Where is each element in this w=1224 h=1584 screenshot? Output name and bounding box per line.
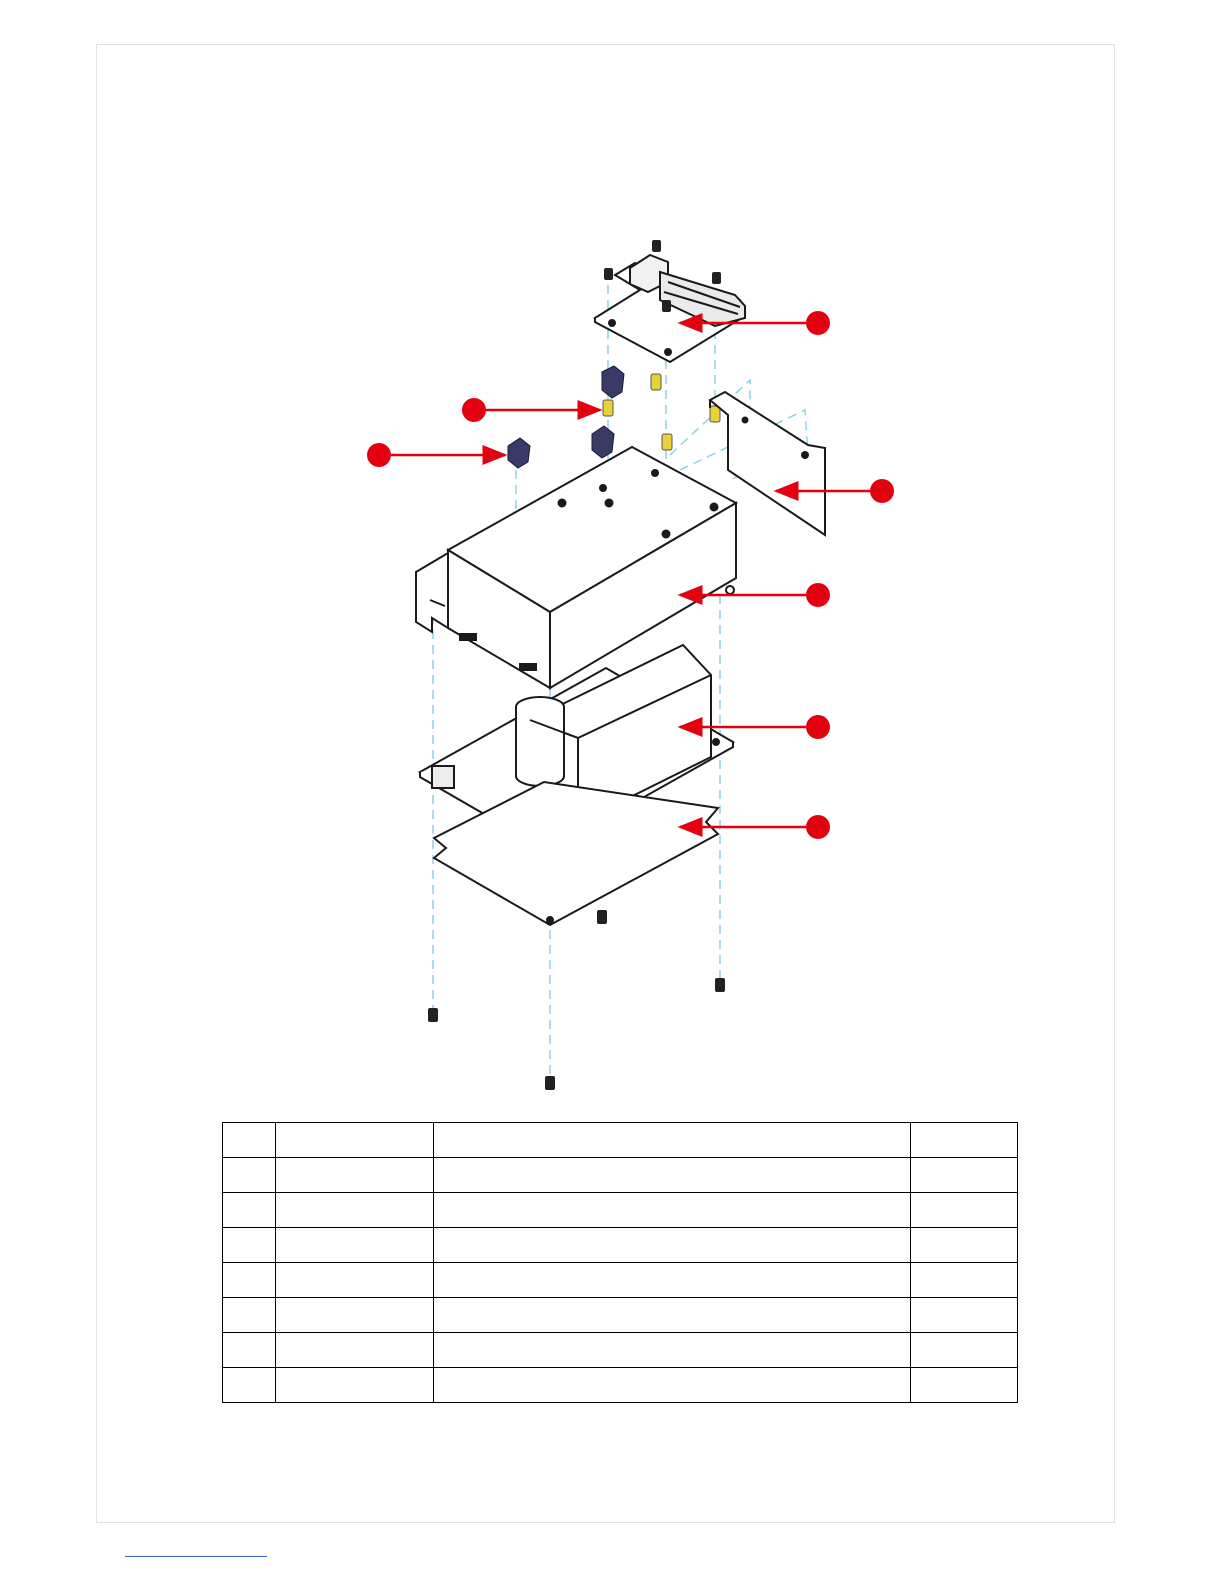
table-cell xyxy=(434,1263,911,1298)
table-cell xyxy=(223,1123,276,1158)
table-cell xyxy=(223,1298,276,1333)
table-cell xyxy=(276,1368,434,1403)
callout-1 xyxy=(806,311,830,335)
table-row xyxy=(223,1228,1018,1263)
table-cell xyxy=(223,1263,276,1298)
table-cell xyxy=(276,1123,434,1158)
table-cell xyxy=(223,1158,276,1193)
table-cell xyxy=(276,1193,434,1228)
table-cell xyxy=(434,1228,911,1263)
table-cell xyxy=(434,1123,911,1158)
table-cell xyxy=(911,1228,1018,1263)
table-cell xyxy=(911,1333,1018,1368)
table-cell xyxy=(276,1228,434,1263)
table-row xyxy=(223,1158,1018,1193)
parts-list-table xyxy=(222,1122,1018,1403)
callout-2 xyxy=(462,398,486,422)
table-row xyxy=(223,1368,1018,1403)
table-row xyxy=(223,1333,1018,1368)
table-cell xyxy=(276,1333,434,1368)
callout-3 xyxy=(367,443,391,467)
table-cell xyxy=(911,1123,1018,1158)
table-cell xyxy=(223,1368,276,1403)
callout-7 xyxy=(806,815,830,839)
bottom-screws xyxy=(428,910,725,1090)
table-cell xyxy=(276,1158,434,1193)
table-cell xyxy=(276,1298,434,1333)
table-cell xyxy=(223,1333,276,1368)
table-cell xyxy=(223,1193,276,1228)
table-cell xyxy=(434,1193,911,1228)
table-cell xyxy=(911,1298,1018,1333)
table-header-row xyxy=(223,1123,1018,1158)
table-cell xyxy=(223,1228,276,1263)
table-cell xyxy=(911,1193,1018,1228)
table-cell xyxy=(434,1368,911,1403)
footer-link[interactable] xyxy=(125,1556,267,1557)
table-row xyxy=(223,1263,1018,1298)
table-cell xyxy=(911,1263,1018,1298)
table-row xyxy=(223,1298,1018,1333)
rubber-clips xyxy=(508,366,624,468)
table-cell xyxy=(911,1368,1018,1403)
table-row xyxy=(223,1193,1018,1228)
table-cell xyxy=(434,1158,911,1193)
callout-6 xyxy=(806,715,830,739)
table-cell xyxy=(434,1333,911,1368)
callout-5 xyxy=(806,583,830,607)
table-cell xyxy=(434,1298,911,1333)
table-cell xyxy=(276,1263,434,1298)
table-cell xyxy=(911,1158,1018,1193)
callout-4 xyxy=(870,479,894,503)
